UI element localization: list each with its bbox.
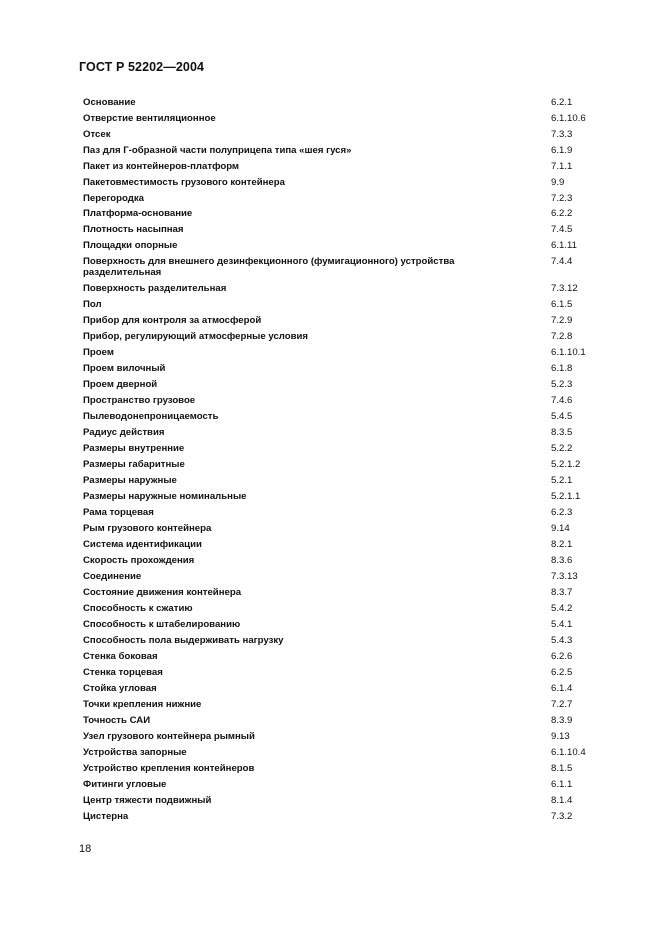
index-reference: 7.4.4 xyxy=(551,256,573,268)
index-reference: 5.2.1.2 xyxy=(551,459,581,471)
index-reference: 7.4.6 xyxy=(551,395,573,407)
index-row xyxy=(83,808,603,824)
index-row xyxy=(83,632,603,648)
index-term: Проем xyxy=(83,347,114,359)
index-reference: 7.2.7 xyxy=(551,699,573,711)
index-term: Скорость прохождения xyxy=(83,555,195,567)
index-term: Площадки опорные xyxy=(83,240,178,252)
index-term: Поверхность разделительная xyxy=(83,283,227,295)
index-term: Размеры габаритные xyxy=(83,459,185,471)
index-term: Плотность насыпная xyxy=(83,224,184,236)
index-term: Прибор для контроля за атмосферой xyxy=(83,315,262,327)
index-term: Пылеводонепроницаемость xyxy=(83,411,219,423)
index-reference: 6.2.3 xyxy=(551,507,573,519)
index-reference: 6.1.10.6 xyxy=(551,112,586,124)
index-term: Цистерна xyxy=(83,810,129,822)
index-reference: 5.4.1 xyxy=(551,619,573,631)
index-row xyxy=(83,142,603,158)
index-reference: 7.2.3 xyxy=(551,192,573,204)
index-term: Способность к сжатию xyxy=(83,603,193,615)
index-term: Устройства запорные xyxy=(83,746,187,758)
index-reference: 7.2.9 xyxy=(551,315,573,327)
index-reference: 8.1.5 xyxy=(551,762,573,774)
index-row xyxy=(83,361,603,377)
index-row xyxy=(83,712,603,728)
index-row xyxy=(83,728,603,744)
index-row xyxy=(83,489,603,505)
index-term: Стенка торцевая xyxy=(83,667,163,679)
index-row xyxy=(83,776,603,792)
index-term: Перегородка xyxy=(83,192,144,204)
index-term: Точность САИ xyxy=(83,715,151,726)
index-reference: 8.3.9 xyxy=(551,715,573,726)
index-term: Пол xyxy=(83,299,102,311)
index-term: Платформа-основание xyxy=(83,208,193,220)
index-term: Размеры внутренние xyxy=(83,443,185,455)
index-row xyxy=(83,110,603,126)
index-term: Способность к штабелированию xyxy=(83,619,241,631)
index-reference: 5.4.5 xyxy=(551,411,573,423)
page-header: ГОСТ Р 52202—2004 xyxy=(79,60,205,74)
index-term: Фитинги угловые xyxy=(83,778,167,790)
index-row xyxy=(83,377,603,393)
index-reference: 5.4.3 xyxy=(551,635,573,647)
index-term: Пространство грузовое xyxy=(83,395,196,407)
index-term: Система идентификации xyxy=(83,539,202,551)
index-reference: 6.1.9 xyxy=(551,144,573,156)
index-term: Пакет из контейнеров-платформ xyxy=(83,160,240,172)
index-term: Прибор, регулирующий атмосферные условия xyxy=(83,331,309,343)
index-reference: 9.9 xyxy=(551,176,565,188)
index-term: Радиус действия xyxy=(83,427,165,439)
index-row xyxy=(83,206,603,222)
index-term: Отверстие вентиляционное xyxy=(83,112,216,124)
index-reference: 6.1.1 xyxy=(551,778,573,790)
index-reference: 6.1.8 xyxy=(551,363,573,375)
index-row xyxy=(83,760,603,776)
index-row xyxy=(83,569,603,585)
index-reference: 8.3.5 xyxy=(551,427,573,439)
index-row xyxy=(83,457,603,473)
index-term: Точки крепления нижние xyxy=(83,699,202,711)
index-term: Способность пола выдерживать нагрузку xyxy=(83,635,284,647)
index-reference: 8.3.6 xyxy=(551,555,573,567)
index-reference: 7.3.13 xyxy=(551,571,578,583)
index-term: Устройство крепления контейнеров xyxy=(83,762,255,774)
index-reference: 6.2.5 xyxy=(551,667,573,679)
index-row xyxy=(83,537,603,553)
index-term: Пакетовместимость грузового контейнера xyxy=(83,176,285,188)
index-row xyxy=(83,792,603,808)
index-row xyxy=(83,425,603,441)
index-row xyxy=(83,190,603,206)
index-reference: 7.3.12 xyxy=(551,283,578,295)
index-reference: 6.1.4 xyxy=(551,683,573,695)
index-row xyxy=(83,664,603,680)
index-term: Размеры наружные номинальные xyxy=(83,491,247,503)
index-reference: 6.1.5 xyxy=(551,299,573,311)
index-table xyxy=(83,94,603,824)
index-term: Поверхность для внешнего дезинфекционного (фумигационного) устройства разделительная xyxy=(83,256,455,279)
index-row xyxy=(83,473,603,489)
index-reference: 7.3.2 xyxy=(551,810,573,822)
index-reference: 6.2.6 xyxy=(551,651,573,663)
index-reference: 6.2.1 xyxy=(551,96,573,108)
index-row xyxy=(83,94,603,110)
index-reference: 7.2.8 xyxy=(551,331,573,343)
index-row xyxy=(83,744,603,760)
index-reference: 7.3.3 xyxy=(551,128,573,140)
index-row xyxy=(83,553,603,569)
index-row xyxy=(83,680,603,696)
index-row xyxy=(83,254,603,281)
index-row xyxy=(83,601,603,617)
index-row xyxy=(83,345,603,361)
index-row xyxy=(83,126,603,142)
index-reference: 9.14 xyxy=(551,523,570,535)
index-row xyxy=(83,505,603,521)
index-row xyxy=(83,158,603,174)
index-row xyxy=(83,281,603,297)
index-reference: 9.13 xyxy=(551,730,570,742)
index-reference: 7.4.5 xyxy=(551,224,573,236)
index-row xyxy=(83,174,603,190)
index-term: Проем дверной xyxy=(83,379,158,391)
index-reference: 8.3.7 xyxy=(551,587,573,599)
index-row xyxy=(83,222,603,238)
index-term: Стойка угловая xyxy=(83,683,157,695)
index-term: Состояние движения контейнера xyxy=(83,587,242,599)
index-reference: 5.2.1.1 xyxy=(551,491,581,503)
index-reference: 6.2.2 xyxy=(551,208,573,220)
index-reference: 5.2.1 xyxy=(551,475,573,487)
index-term: Рым грузового контейнера xyxy=(83,523,212,535)
index-term: Соединение xyxy=(83,571,142,583)
index-term: Размеры наружные xyxy=(83,475,177,487)
index-reference: 6.1.11 xyxy=(551,240,577,252)
index-row xyxy=(83,696,603,712)
index-row xyxy=(83,329,603,345)
index-row xyxy=(83,617,603,633)
index-reference: 7.1.1 xyxy=(551,160,573,172)
index-row xyxy=(83,585,603,601)
index-reference: 5.2.3 xyxy=(551,379,573,391)
index-row xyxy=(83,238,603,254)
index-row xyxy=(83,393,603,409)
index-row xyxy=(83,441,603,457)
index-term: Рама торцевая xyxy=(83,507,154,519)
index-term: Стенка боковая xyxy=(83,651,158,663)
index-reference: 5.2.2 xyxy=(551,443,573,455)
index-row xyxy=(83,297,603,313)
index-term: Узел грузового контейнера рымный xyxy=(83,730,255,742)
index-reference: 5.4.2 xyxy=(551,603,573,615)
page-number: 18 xyxy=(79,843,92,855)
index-term: Центр тяжести подвижный xyxy=(83,794,212,806)
index-reference: 8.2.1 xyxy=(551,539,573,551)
index-reference: 6.1.10.4 xyxy=(551,746,586,758)
index-row xyxy=(83,521,603,537)
index-term: Основание xyxy=(83,96,136,108)
index-row xyxy=(83,648,603,664)
index-reference: 8.1.4 xyxy=(551,794,573,806)
index-term: Отсек xyxy=(83,128,111,140)
index-term: Паз для Г-образной части полуприцепа типа «шея гуся» xyxy=(83,144,352,156)
index-row xyxy=(83,409,603,425)
index-reference: 6.1.10.1 xyxy=(551,347,586,359)
index-term: Проем вилочный xyxy=(83,363,166,375)
index-row xyxy=(83,313,603,329)
